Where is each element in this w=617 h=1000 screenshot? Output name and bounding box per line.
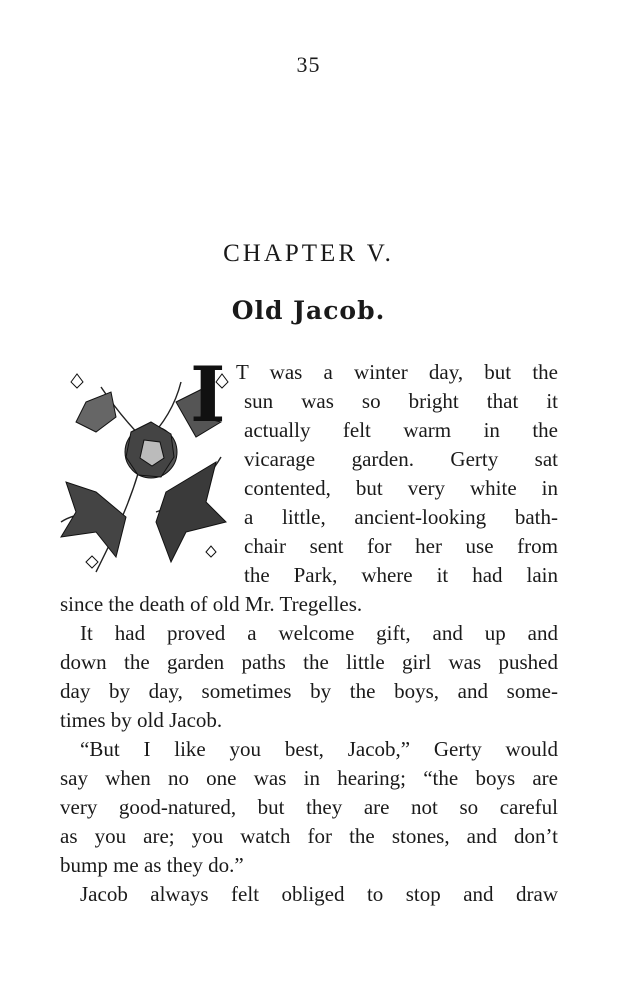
chapter-subtitle: Old Jacob. xyxy=(231,296,386,325)
text-line: Jacob always felt obliged to stop and draw xyxy=(80,882,558,906)
text-line: as you are; you watch for the stones, and don’t xyxy=(60,824,558,848)
chapter-title: CHAPTER V. xyxy=(223,240,394,267)
text-line: a little, ancient-looking bath- xyxy=(244,505,558,529)
text-line: day by day, sometimes by the boys, and some- xyxy=(60,679,558,703)
text-line: down the garden paths the little girl was pushed xyxy=(60,650,558,674)
text-line: say when no one was in hearing; “the boys are xyxy=(60,766,558,790)
text-line: T was a winter day, but the xyxy=(236,360,558,384)
text-line: actually felt warm in the xyxy=(244,418,558,442)
text-line: contented, but very white in xyxy=(244,476,558,500)
drop-cap: I xyxy=(190,350,226,439)
page-number: 35 xyxy=(296,52,321,77)
text-line: very good-natured, but they are not so careful xyxy=(60,795,558,819)
text-line: vicarage garden. Gerty sat xyxy=(244,447,558,471)
text-line: since the death of old Mr. Tregelles. xyxy=(60,592,363,616)
text-line: bump me as they do.” xyxy=(60,853,244,877)
text-line: the Park, where it had lain xyxy=(244,563,558,587)
text-line: “But I like you best, Jacob,” Gerty would xyxy=(80,737,558,761)
text-line: sun was so bright that it xyxy=(244,389,558,413)
text-line: chair sent for her use from xyxy=(244,534,558,558)
text-line: times by old Jacob. xyxy=(60,708,223,732)
text-line: It had proved a welcome gift, and up and xyxy=(80,621,558,645)
